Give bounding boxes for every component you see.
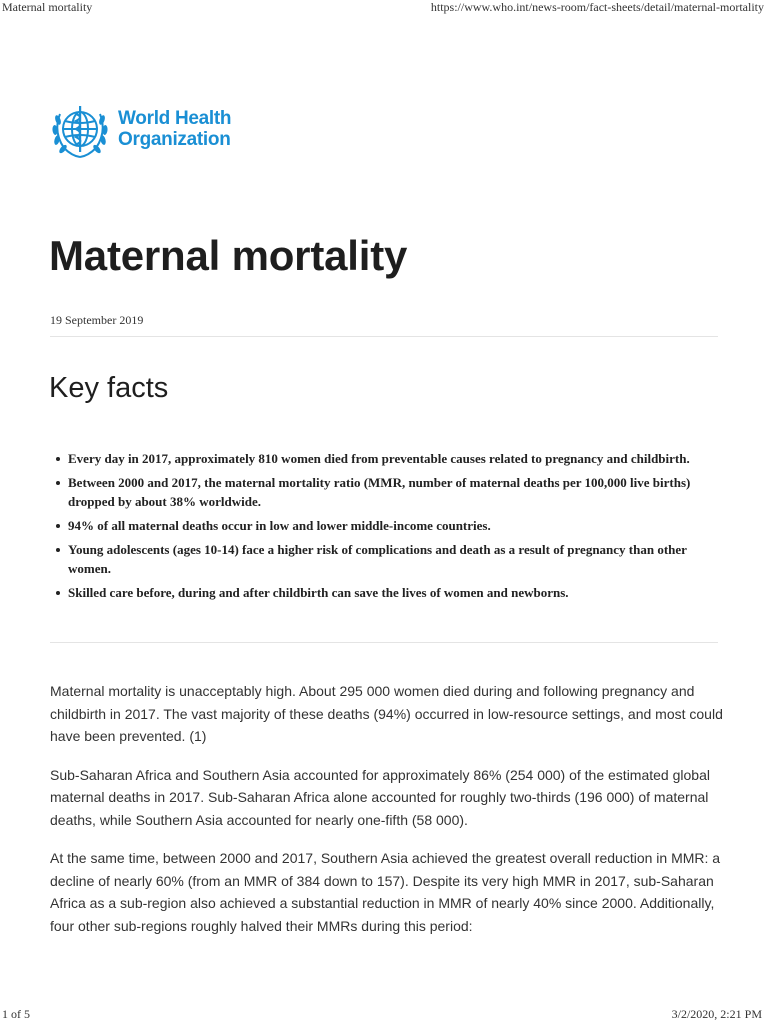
key-fact-item (50, 540, 720, 578)
body-paragraph: At the same time, between 2000 and 2017, Southern Asia achieved the greatest overall reduction in MMR: a decline of nearly 60% (from an MMR of 384 down to 157). Despite its very high MMR in 2017, sub-Saharan Africa as a sub-region also achieved a substantial reduction in MMR of nearly 40% since 2000. Additionally, four other sub-regions roughly halved their MMRs during this period: (50, 850, 721, 934)
print-timestamp: 3/2/2020, 2:21 PM (671, 1007, 762, 1021)
key-fact-text: Between 2000 and 2017, the maternal mortality ratio (MMR, number of maternal deaths per 100,000 live births) dropped by about 38% worldwide. (68, 475, 691, 509)
key-fact-text: Young adolescents (ages 10-14) face a higher risk of complications and death as a result of pregnancy than other women. (68, 542, 687, 576)
publish-date: 19 September 2019 (50, 313, 144, 327)
bullet-icon (56, 524, 60, 528)
bullet-icon (56, 591, 60, 595)
who-emblem-icon (50, 102, 110, 160)
key-fact-text: 94% of all maternal deaths occur in low and lower middle-income countries. (68, 518, 491, 533)
bullet-icon (56, 481, 60, 485)
page-count: 1 of 5 (2, 1007, 30, 1021)
body-paragraph: Sub-Saharan Africa and Southern Asia accounted for approximately 86% (254 000) of the estimated global maternal deaths in 2017. Sub-Saharan Africa alone accounted for roughly two-thirds (196 000) of maternal deaths, while Southern Asia accounted for nearly one-fifth (58 000). (50, 766, 710, 828)
key-fact-text: Skilled care before, during and after childbirth can save the lives of women and newborns. (68, 585, 569, 600)
body-paragraph: Maternal mortality is unacceptably high. About 295 000 women died during and following pregnancy and childbirth in 2017. The vast majority of these deaths (94%) occurred in low-resource settings, and most could have been prevented. (1) (50, 683, 723, 744)
divider (50, 336, 718, 337)
print-header-title: Maternal mortality (2, 0, 93, 14)
print-header (0, 0, 768, 16)
key-facts-heading: Key facts (49, 372, 169, 404)
article-body (50, 680, 730, 953)
divider (50, 642, 718, 643)
bullet-icon (56, 457, 60, 461)
key-fact-item (50, 473, 720, 511)
logo-text-line1: World Health (118, 108, 232, 129)
key-fact-item (50, 583, 720, 602)
key-facts-list (50, 449, 720, 607)
who-logo[interactable] (50, 102, 250, 160)
page-title: Maternal mortality (49, 232, 408, 279)
key-fact-item (50, 449, 720, 468)
logo-text-line2: Organization (118, 129, 231, 150)
who-logo-text (118, 108, 231, 150)
print-header-url[interactable]: https://www.who.int/news-room/fact-sheets/detail/maternal-mortality (430, 0, 764, 14)
bullet-icon (56, 548, 60, 552)
print-footer (0, 1006, 768, 1024)
key-fact-item (50, 516, 720, 535)
key-fact-text: Every day in 2017, approximately 810 women died from preventable causes related to pregnancy and childbirth. (68, 451, 690, 466)
